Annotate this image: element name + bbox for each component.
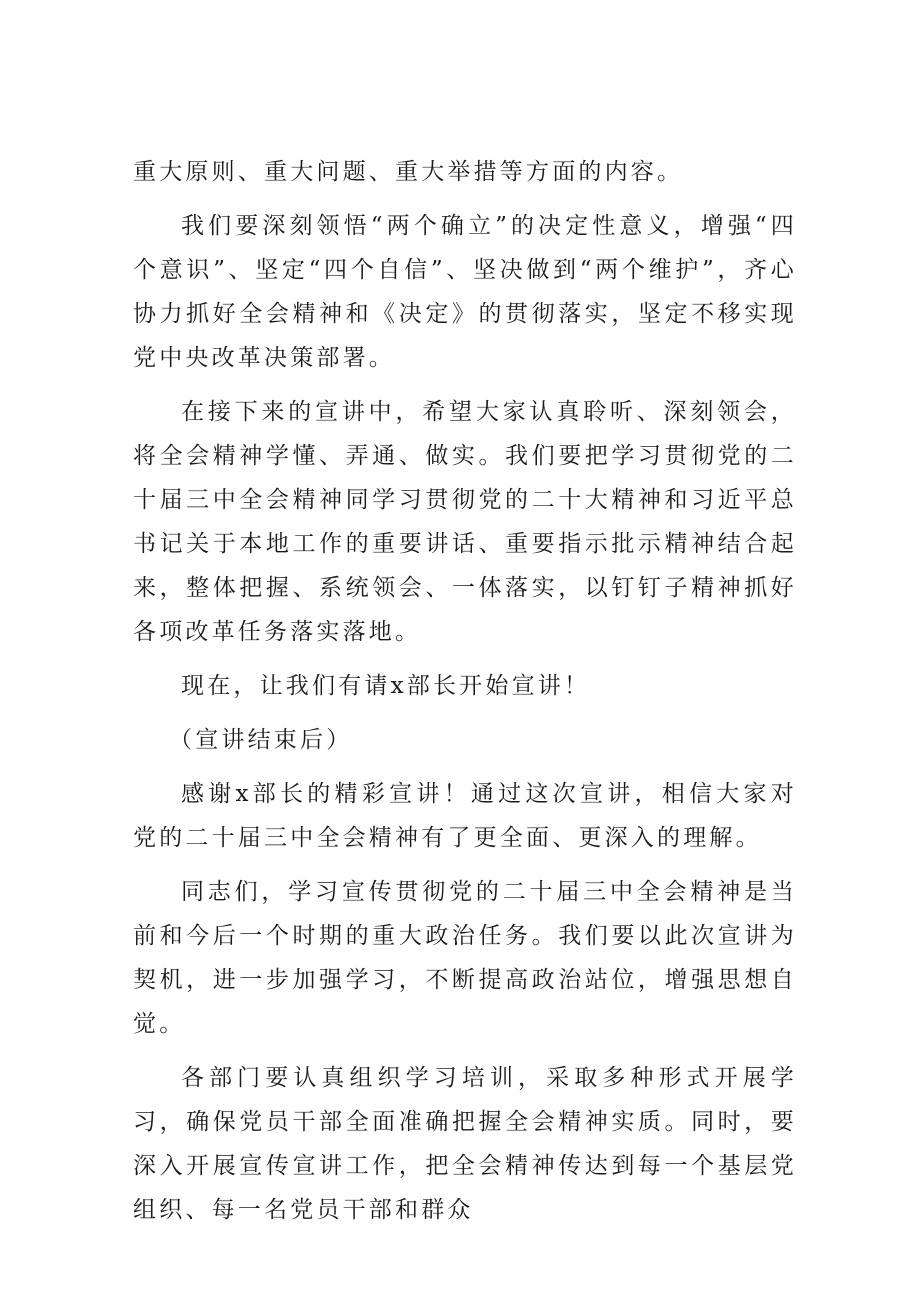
- paragraph-4: 现在，让我们有请x部长开始宣讲！: [181, 673, 591, 699]
- paragraph-6: 感谢x部长的精彩宣讲！通过这次宣讲，相信大家对党的二十届三中全会精神有了更全面、更深入的理解。: [133, 781, 797, 851]
- paragraph-1: 重大原则、重大问题、重大举措等方面的内容。: [133, 159, 684, 185]
- paragraph-3: 在接下来的宣讲中，希望大家认真聆听、深刻领会，将全会精神学懂、弄通、做实。我们要把学习贯彻党的二十届三中全会精神同学习贯彻党的二十大精神和习近平总书记关于本地工作的重要讲话、重要指示批示精神结合起来，整体把握、系统领会、一体落实，以钉钉子精神抓好各项改革任务落实落地。: [133, 399, 797, 645]
- paragraph-5: （宣讲结束后）: [169, 727, 353, 753]
- paragraph-8: 各部门要认真组织学习培训，采取多种形式开展学习，确保党员干部全面准确把握全会精神实质。同时，要深入开展宣传宣讲工作，把全会精神传达到每一个基层党组织、每一名党员干部和群众: [133, 1065, 797, 1223]
- document-body: [133, 150, 797, 1232]
- paragraph-2: 我们要深刻领悟“两个确立”的决定性意义，增强“四个意识”、坚定“四个自信”、坚决做到“两个维护”，齐心协力抓好全会精神和《决定》的贯彻落实，坚定不移实现党中央改革决策部署。: [133, 213, 797, 371]
- paragraph-7: 同志们，学习宣传贯彻党的二十届三中全会精神是当前和今后一个时期的重大政治任务。我们要以此次宣讲为契机，进一步加强学习，不断提高政治站位，增强思想自觉。: [133, 879, 797, 1037]
